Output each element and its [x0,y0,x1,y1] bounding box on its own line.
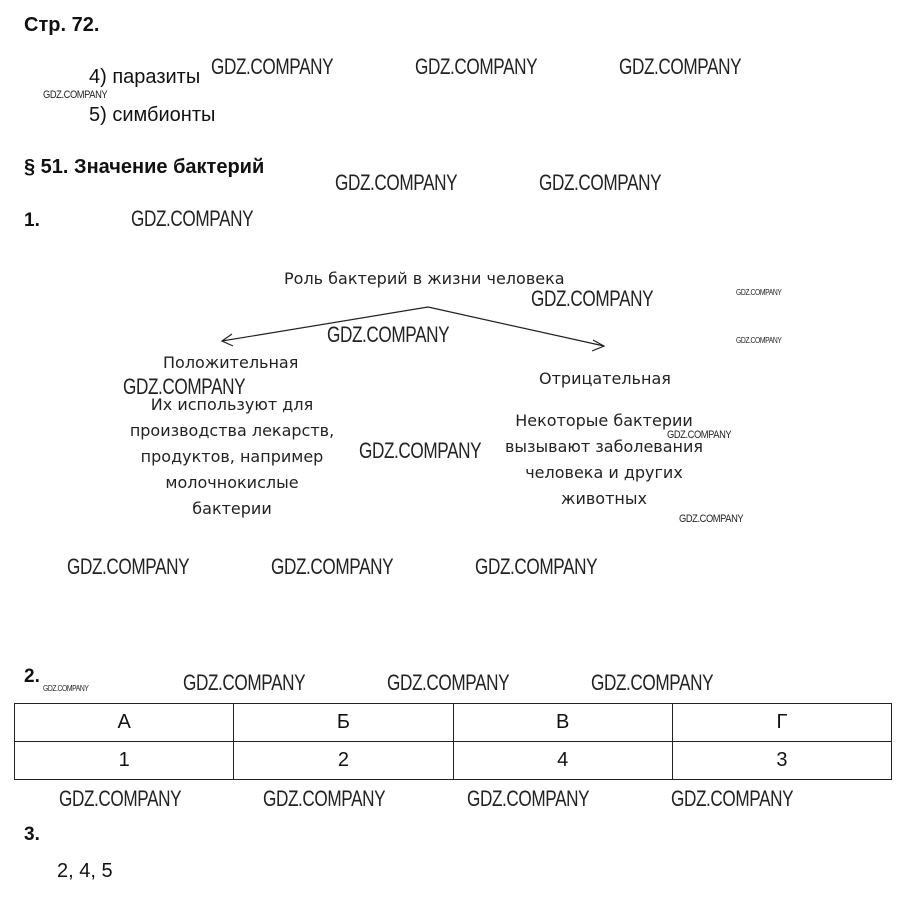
watermark: GDZ.COMPANY [591,670,714,695]
task-number-1: 1. [24,210,40,231]
watermark: GDZ.COMPANY [211,54,334,79]
watermark: GDZ.COMPANY [271,554,394,579]
answer-item-4: 4) паразиты [89,66,201,88]
diagram-left-text [120,392,344,522]
watermark: GDZ.COMPANY [335,170,458,195]
right-text-line: вызывают заболевания [504,437,704,456]
watermark: GDZ.COMPANY [131,206,254,231]
watermark: GDZ.COMPANY [43,89,108,101]
right-text-line: человека и других [525,463,683,482]
table-header-cell: А [15,704,234,742]
left-text-line: бактерии [192,499,272,518]
watermark: GDZ.COMPANY [43,684,89,693]
diagram-right-title: Отрицательная [539,369,671,388]
arrow-right-head [592,340,604,351]
watermark: GDZ.COMPANY [531,286,654,311]
watermark: GDZ.COMPANY [387,670,510,695]
watermark: GDZ.COMPANY [183,670,306,695]
left-text-line: производства лекарств, [129,421,335,440]
left-text-line: продуктов, например [140,447,324,466]
page-header: Стр. 72. [24,14,100,36]
right-text-line: животных [561,489,647,508]
table-cell: 3 [672,742,891,780]
watermark: GDZ.COMPANY [667,429,732,441]
watermark: GDZ.COMPANY [263,786,386,811]
right-text-line: Некоторые бактерии [515,411,693,430]
watermark: GDZ.COMPANY [736,336,782,345]
diagram-root: Роль бактерий в жизни человека [284,269,565,288]
table-header-cell: В [453,704,672,742]
left-text-line: Их используют для [150,395,314,414]
watermark: GDZ.COMPANY [327,322,450,347]
answer-item-5: 5) симбионты [89,104,216,126]
answer-table [14,703,892,780]
section-title: § 51. Значение бактерий [24,156,265,178]
table-row [15,742,892,780]
table-header-cell: Б [234,704,453,742]
watermark: GDZ.COMPANY [475,554,598,579]
table-cell: 4 [453,742,672,780]
diagram-right-text [494,408,714,512]
table-cell: 1 [15,742,234,780]
watermark: GDZ.COMPANY [539,170,662,195]
watermark: GDZ.COMPANY [359,438,482,463]
watermark: GDZ.COMPANY [671,786,794,811]
task-number-3: 3. [24,824,40,845]
watermark: GDZ.COMPANY [59,786,182,811]
watermark: GDZ.COMPANY [123,374,246,399]
table-header-cell: Г [672,704,891,742]
watermark: GDZ.COMPANY [679,513,744,525]
watermark: GDZ.COMPANY [467,786,590,811]
table-row [15,704,892,742]
left-text-line: молочнокислые [165,473,299,492]
watermark: GDZ.COMPANY [67,554,190,579]
watermark: GDZ.COMPANY [736,288,782,297]
task3-answer: 2, 4, 5 [57,860,113,882]
arrow-right-line [428,307,604,346]
table-cell: 2 [234,742,453,780]
diagram-left-title: Положительная [163,353,299,372]
watermark: GDZ.COMPANY [619,54,742,79]
watermark: GDZ.COMPANY [415,54,538,79]
task-number-2: 2. [24,666,40,687]
